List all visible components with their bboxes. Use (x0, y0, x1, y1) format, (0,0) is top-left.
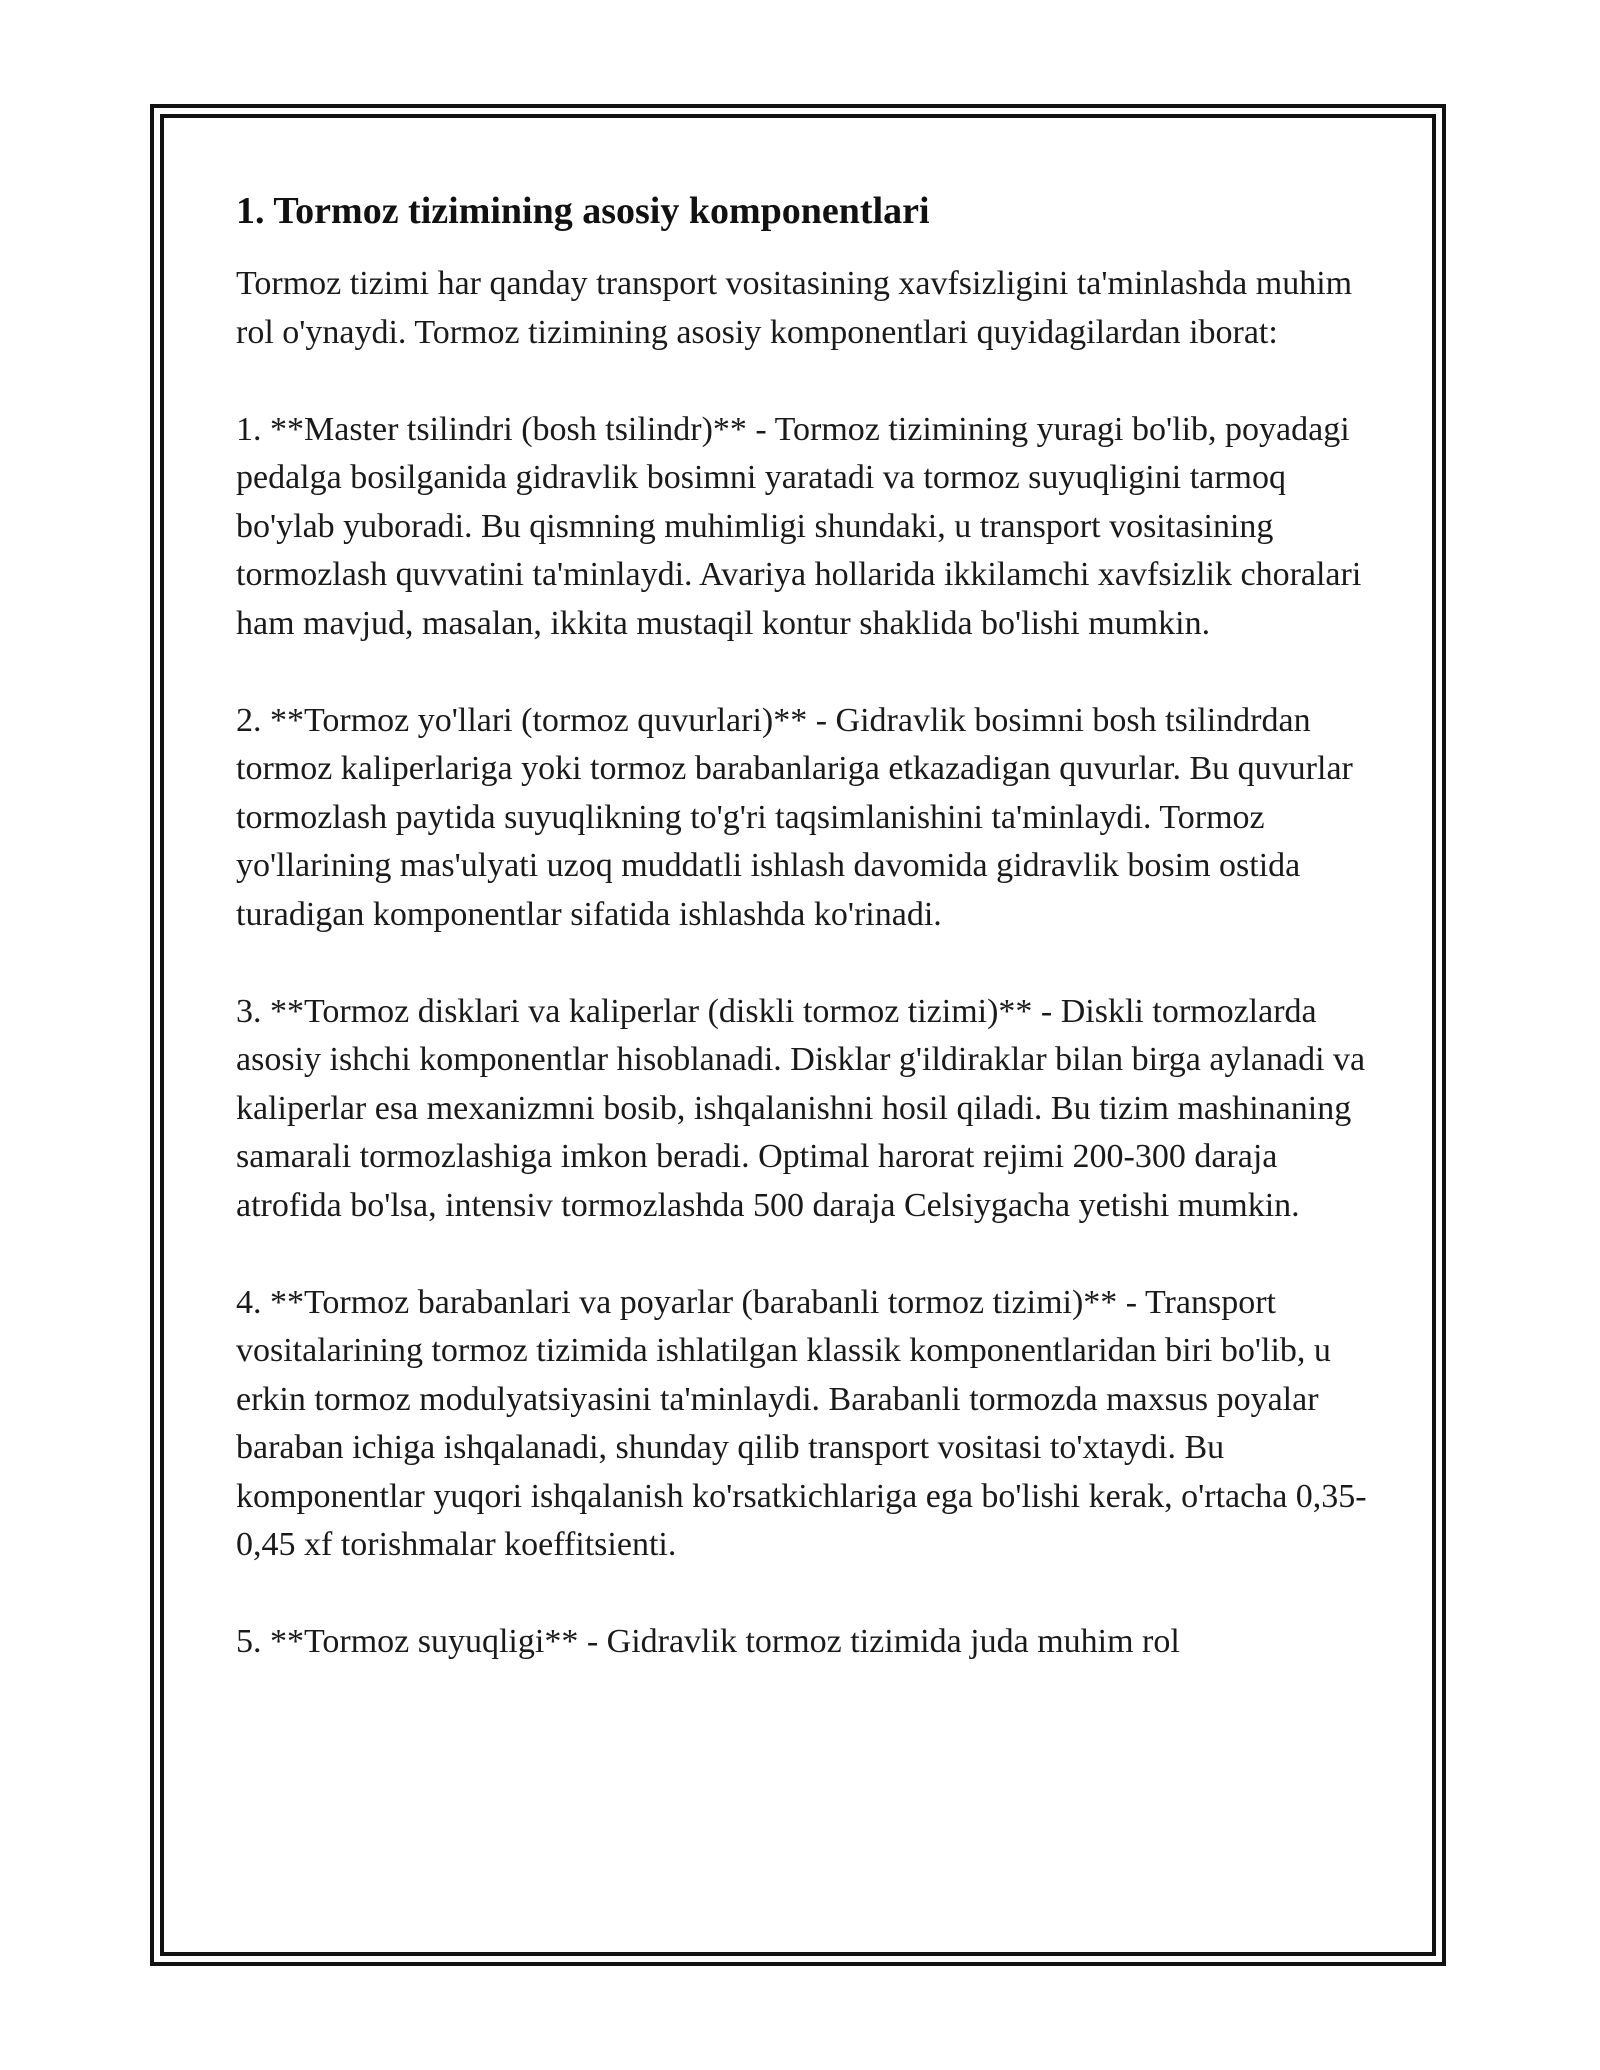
item-paragraph-2: 2. **Tormoz yo'llari (tormoz quvurlari)** - Gidravlik bosimni bosh tsilindrdan tormoz kaliperlariga yoki tormoz barabanlariga etkazadigan quvurlar. Bu quvurlar tormozlash paytida suyuqlikning to'g'ri taqsimlanishini ta'minlaydi. Tormoz yo'llarining mas'ulyati uzoq muddatli ishlash davomida gidravlik bosim ostida turadigan komponentlar sifatida ishlashda ko'rinadi. (236, 701, 1353, 933)
item-paragraph-3: 3. **Tormoz disklari va kaliperlar (diskli tormoz tizimi)** - Diskli tormozlarda asosiy ishchi komponentlar hisoblanadi. Disklar g'ildiraklar bilan birga aylanadi va kaliperlar esa mexanizmni bosib, ishqalanishni hosil qiladi. Bu tizim mashinaning samarali tormozlashiga imkon beradi. Optimal harorat rejimi 200-300 daraja atrofida bo'lsa, intensiv tormozlashda 500 daraja Celsiygacha yetishi mumkin. (236, 992, 1366, 1224)
intro-paragraph: Tormoz tizimi har qanday transport vositasining xavfsizligini ta'minlashda muhim rol o'ynaydi. Tormoz tizimining asosiy komponentlari quyidagilardan iborat: (236, 265, 1353, 351)
document-body (236, 186, 1376, 1667)
section-heading: 1. Tormoz tizimining asosiy komponentlari (236, 190, 930, 232)
item-paragraph-1: 1. **Master tsilindri (bosh tsilindr)** - Tormoz tizimining yuragi bo'lib, poyadagi pedalga bosilganida gidravlik bosimni yaratadi va tormoz suyuqligini tarmoq bo'ylab yuboradi. Bu qismning muhimligi shundaki, u transport vositasining tormozlash quvvatini ta'minlaydi. Avariya hollarida ikkilamchi xavfsizlik choralari ham mavjud, masalan, ikkita mustaqil kontur shaklida bo'lishi mumkin. (236, 410, 1362, 642)
item-paragraph-5: 5. **Tormoz suyuqligi** - Gidravlik tormoz tizimida juda muhim rol (236, 1623, 1180, 1660)
item-paragraph-4: 4. **Tormoz barabanlari va poyarlar (barabanli tormoz tizimi)** - Transport vositalarining tormoz tizimida ishlatilgan klassik komponentlaridan biri bo'lib, u erkin tormoz modulyatsiyasini ta'minlaydi. Barabanli tormozda maxsus poyalar baraban ichiga ishqalanadi, shunday qilib transport vositasi to'xtaydi. Bu komponentlar yuqori ishqalanish ko'rsatkichlariga ega bo'lishi kerak, o'rtacha 0,35-0,45 xf torishmalar koeffitsienti. (236, 1283, 1367, 1563)
